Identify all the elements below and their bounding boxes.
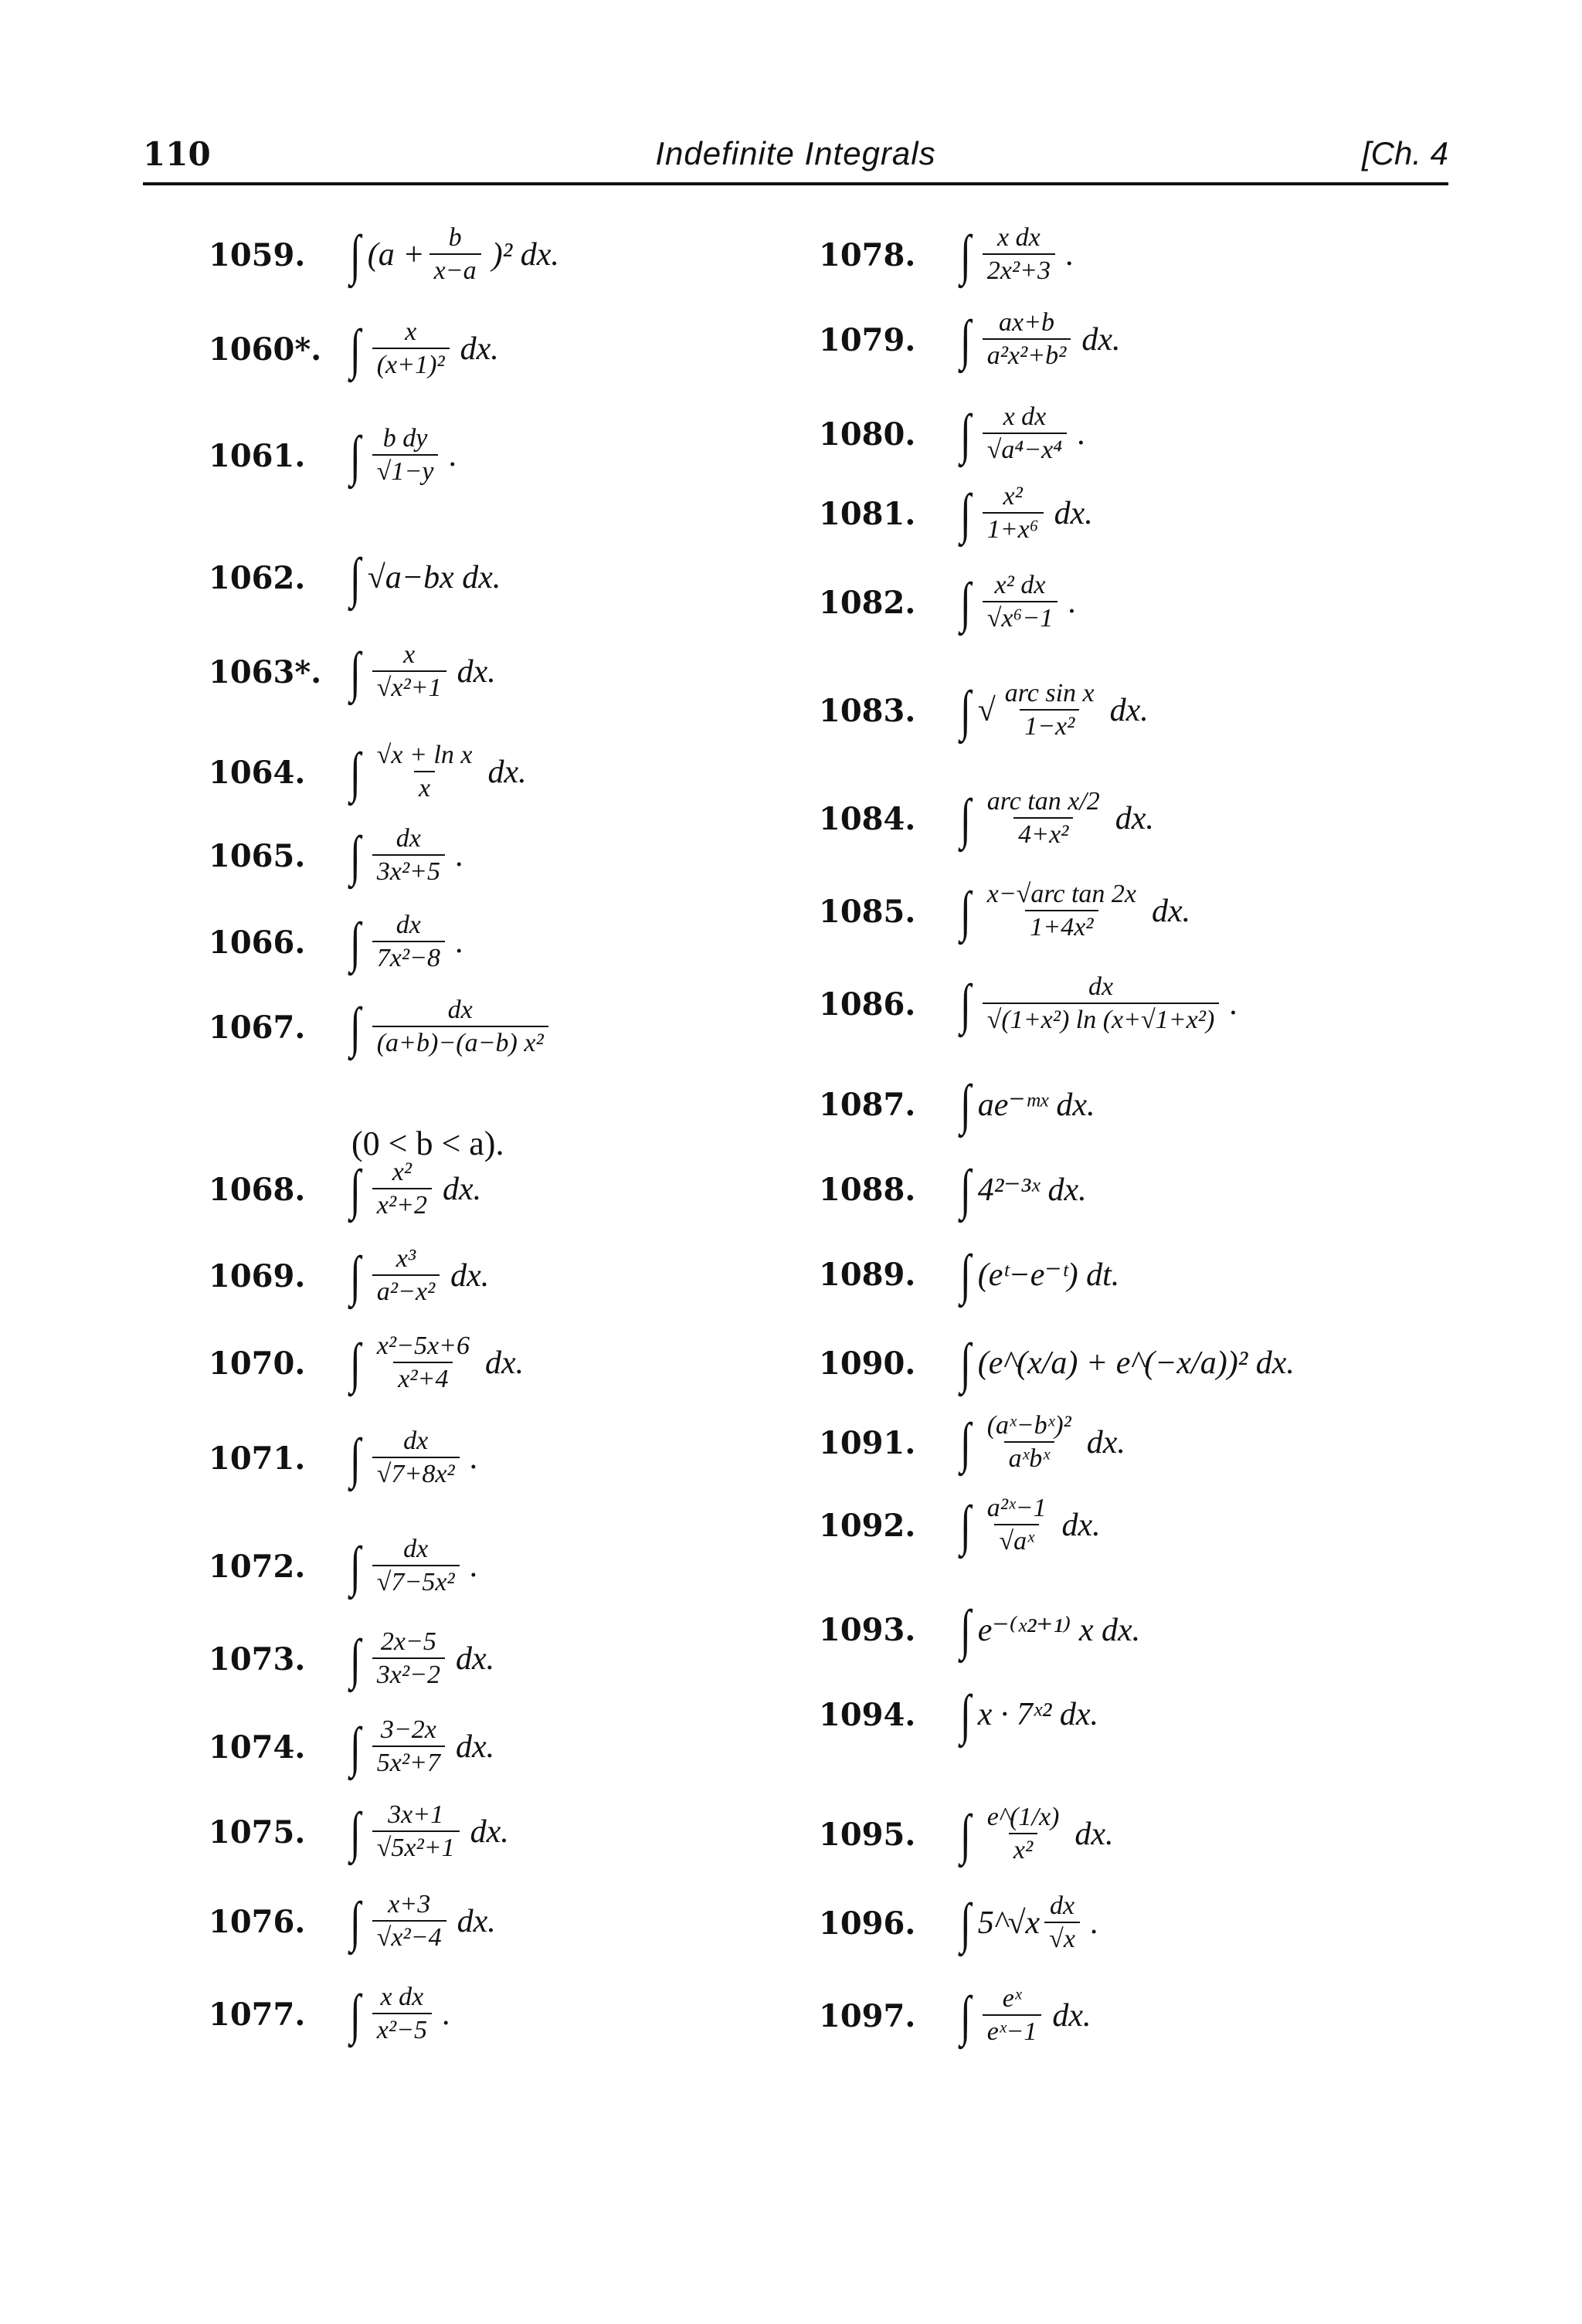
integral-expression [958, 1494, 1101, 1556]
problem-1097 [819, 1981, 1091, 2051]
integral-expression [958, 403, 1086, 464]
numerator: x³ [396, 1244, 416, 1274]
denominator: (x+1)² [372, 348, 450, 379]
integral-sign-icon: ∫ [349, 424, 361, 487]
denominator: x²−5 [372, 2013, 432, 2044]
numerator: x² dx [994, 571, 1046, 600]
numerator: x [405, 317, 417, 347]
problem-1095 [819, 1800, 1114, 1869]
problem-1096 [819, 1888, 1098, 1958]
differential: )² dx. [491, 236, 559, 273]
problem-number: 1062. [209, 559, 306, 596]
integral-expression [958, 880, 1190, 941]
problem-number: 1097. [819, 1997, 916, 2034]
numerator: x [403, 640, 416, 670]
problem-number: 1092. [819, 1507, 916, 1544]
problem-number: 1075. [209, 1813, 306, 1851]
differential: dx. [1081, 321, 1121, 358]
denominator: 3x²−2 [372, 1657, 445, 1689]
integral-sign-icon: ∫ [959, 308, 971, 371]
fraction [372, 741, 477, 802]
problem-1075 [209, 1797, 509, 1867]
denominator: a²−x² [372, 1274, 440, 1306]
problem-1083 [819, 676, 1149, 745]
integral-expression [348, 1801, 509, 1862]
integral-sign-icon: ∫ [349, 1427, 361, 1489]
denominator: √(1+x²) ln (x+√1+x²) [983, 1003, 1220, 1034]
problem-1074 [209, 1712, 494, 1782]
integral-sign-icon: ∫ [349, 1332, 361, 1394]
numerator: 3−2x [380, 1715, 436, 1745]
fraction [372, 996, 548, 1057]
integral-sign-icon: ∫ [959, 679, 971, 741]
integral-expression [348, 425, 457, 486]
problem-number: 1070. [209, 1345, 306, 1382]
expression-text: (e^(x/a) + e^(−x/a))² dx. [977, 1345, 1295, 1381]
denominator: 5x²+7 [372, 1746, 445, 1777]
problem-number: 1087. [819, 1086, 916, 1123]
differential: . [470, 1548, 479, 1584]
problem-1059 [209, 220, 559, 290]
page-number: 110 [143, 135, 211, 173]
differential: . [455, 837, 464, 874]
integral-sign-icon: ∫ [959, 1243, 971, 1305]
numerator: x dx [1003, 402, 1047, 432]
integral-sign-icon: ∫ [959, 1332, 971, 1394]
integral-sign-icon: ∫ [349, 1244, 361, 1307]
integral-sign-icon: ∫ [959, 1599, 971, 1661]
differential: . [1090, 1905, 1099, 1941]
denominator: x²+2 [372, 1188, 432, 1220]
differential: dx. [485, 1345, 525, 1381]
problem-1087 [819, 1070, 1095, 1139]
integral-expression [348, 1245, 489, 1306]
expression-text: √ [977, 692, 996, 728]
problem-number: 1066. [209, 924, 306, 961]
problem-number: 1060*. [209, 331, 322, 368]
problem-number: 1095. [819, 1816, 916, 1853]
integral-expression [348, 1159, 481, 1220]
problem-number: 1076. [209, 1903, 306, 1940]
integral-sign-icon: ∫ [959, 1074, 971, 1135]
fraction [372, 1427, 460, 1488]
integral-expression [958, 1243, 1120, 1305]
numerator: (aˣ−bˣ)² [986, 1411, 1071, 1440]
integral-sign-icon: ∫ [349, 1158, 361, 1220]
integral-sign-icon: ∫ [349, 223, 361, 286]
fraction [983, 1494, 1051, 1556]
integral-sign-icon: ∫ [959, 223, 971, 286]
problem-number: 1094. [819, 1696, 916, 1733]
problem-1068 [209, 1155, 481, 1224]
problem-1080 [819, 399, 1086, 469]
numerator: x−√arc tan 2x [986, 880, 1137, 909]
problem-1063 [209, 637, 496, 707]
integral-expression [958, 572, 1077, 633]
problem-number: 1074. [209, 1729, 306, 1766]
fraction [372, 318, 450, 379]
differential: dx. [1152, 893, 1191, 929]
integral-expression [958, 309, 1121, 370]
problem-number: 1080. [819, 416, 916, 453]
numerator: b [448, 223, 462, 253]
problem-1085 [819, 877, 1190, 946]
problem-number: 1081. [819, 495, 916, 532]
fraction [983, 403, 1067, 464]
integral-expression [348, 1983, 450, 2044]
integral-sign-icon: ∫ [959, 1803, 971, 1865]
differential: dx. [487, 754, 527, 790]
fraction [983, 224, 1055, 285]
integral-sign-icon: ∫ [959, 1684, 971, 1746]
expression-text: e⁻⁽ˣ²⁺¹⁾ x dx. [977, 1613, 1141, 1648]
denominator: √1−y [372, 454, 439, 486]
problem-1079 [819, 305, 1121, 375]
problem-1076 [209, 1887, 496, 1956]
integral-sign-icon: ∫ [959, 1494, 971, 1556]
denominator: 1+x⁶ [983, 512, 1044, 544]
integral-sign-icon: ∫ [349, 1715, 361, 1778]
problem-1067 [209, 992, 553, 1062]
fraction [372, 1801, 460, 1862]
integral-expression [958, 1985, 1091, 2046]
integral-sign-icon: ∫ [349, 824, 361, 887]
expression-text: (a + [367, 236, 425, 273]
numerator: dx [1088, 972, 1114, 1002]
differential: dx. [1061, 1507, 1101, 1543]
expression-text: 5^√x [977, 1905, 1041, 1941]
integral-sign-icon: ∫ [959, 1159, 971, 1220]
page-header [143, 135, 1448, 182]
numerator: arc sin x [1004, 679, 1095, 708]
integral-expression [348, 641, 496, 702]
integral-sign-icon: ∫ [959, 880, 971, 942]
fraction [372, 1891, 446, 1952]
integral-expression [958, 1599, 1141, 1661]
denominator: x−a [429, 253, 481, 285]
fraction [983, 788, 1105, 849]
differential: . [1068, 584, 1077, 620]
problem-1071 [209, 1423, 478, 1493]
integral-sign-icon: ∫ [349, 547, 361, 609]
numerator: dx [403, 1427, 429, 1456]
fraction [983, 1412, 1076, 1473]
differential: dx. [1052, 1997, 1091, 2034]
problem-1093 [819, 1595, 1140, 1664]
differential: dx. [1109, 692, 1149, 728]
integral-expression [348, 1891, 496, 1952]
condition-1067: (0 < b < a). [351, 1125, 504, 1162]
problem-number: 1064. [209, 754, 306, 791]
problem-1090 [819, 1328, 1295, 1398]
integral-expression [348, 911, 463, 972]
problem-number: 1061. [209, 437, 306, 474]
integral-sign-icon: ∫ [349, 996, 361, 1058]
integral-expression [348, 224, 559, 285]
denominator: 4+x² [1013, 817, 1073, 849]
problem-number: 1067. [209, 1009, 306, 1046]
denominator: 7x²−8 [372, 941, 445, 972]
expression-text: ae⁻ᵐˣ dx. [977, 1087, 1095, 1123]
numerator: dx [403, 1535, 429, 1564]
fraction [983, 1803, 1064, 1864]
problem-1066 [209, 908, 463, 977]
numerator: dx [396, 824, 421, 853]
expression-text: x · 7ˣ² dx. [977, 1697, 1098, 1732]
integral-expression [348, 741, 527, 802]
problem-1081 [819, 479, 1093, 548]
problem-1091 [819, 1408, 1125, 1478]
problem-number: 1086. [819, 986, 916, 1023]
problem-number: 1082. [819, 584, 916, 621]
problem-number: 1072. [209, 1548, 306, 1585]
numerator: x+3 [388, 1890, 431, 1919]
numerator: 2x−5 [380, 1627, 436, 1657]
integral-expression [958, 1892, 1098, 1953]
fraction [983, 483, 1044, 544]
expression-text: √a−bx dx. [367, 560, 501, 595]
denominator: √x⁶−1 [983, 601, 1058, 633]
problem-1070 [209, 1328, 524, 1398]
problem-1064 [209, 738, 527, 807]
integral-expression [958, 1074, 1095, 1135]
problem-1077 [209, 1980, 450, 2049]
numerator: dx [447, 996, 473, 1025]
denominator: √x²+1 [372, 670, 446, 702]
fraction [983, 1985, 1042, 2046]
denominator: √x [1044, 1922, 1080, 1953]
differential: dx. [1115, 800, 1154, 836]
integral-expression [348, 1716, 494, 1777]
problem-number: 1096. [819, 1905, 916, 1942]
problem-1086 [819, 969, 1238, 1039]
denominator: 3x²+5 [372, 854, 445, 886]
differential: dx. [1086, 1424, 1125, 1461]
problem-1092 [819, 1491, 1101, 1560]
problem-number: 1088. [819, 1171, 916, 1208]
problem-1089 [819, 1240, 1119, 1309]
denominator: √5x²+1 [372, 1830, 460, 1862]
integral-sign-icon: ∫ [959, 402, 971, 465]
problem-number: 1085. [819, 893, 916, 930]
integral-expression [958, 1159, 1087, 1220]
denominator: x [414, 771, 435, 802]
integral-expression [348, 1332, 524, 1393]
problem-number: 1093. [819, 1611, 916, 1648]
denominator: √aˣ [994, 1524, 1038, 1556]
numerator: x²−5x+6 [376, 1332, 470, 1361]
fraction [372, 825, 445, 886]
differential: . [1065, 236, 1074, 273]
problem-number: 1068. [209, 1171, 306, 1208]
differential: . [1078, 416, 1086, 452]
integral-sign-icon: ∫ [349, 741, 361, 803]
running-title: Indefinite Integrals [655, 135, 936, 171]
numerator: b dy [382, 424, 428, 453]
numerator: arc tan x/2 [986, 787, 1100, 816]
problem-number: 1073. [209, 1640, 306, 1678]
problem-number: 1089. [819, 1256, 916, 1293]
problem-1069 [209, 1241, 489, 1311]
fraction [372, 641, 446, 702]
fraction [372, 1983, 432, 2044]
problem-number: 1079. [819, 321, 916, 358]
differential: dx. [1074, 1816, 1114, 1852]
problem-number: 1059. [209, 236, 306, 273]
integral-expression [348, 547, 501, 609]
fraction [1044, 1892, 1080, 1953]
fraction [372, 1332, 474, 1393]
numerator: a²ˣ−1 [986, 1494, 1047, 1523]
integral-expression [348, 318, 499, 379]
problem-number: 1071. [209, 1440, 306, 1477]
fraction [983, 880, 1141, 941]
numerator: e^(1/x) [986, 1803, 1060, 1832]
problem-1062 [209, 543, 501, 612]
integral-sign-icon: ∫ [959, 972, 971, 1035]
fraction [372, 1159, 432, 1220]
denominator: (a+b)−(a−b) x² [372, 1026, 548, 1057]
integral-sign-icon: ∫ [959, 571, 971, 633]
integral-expression [958, 224, 1074, 285]
differential: dx. [470, 1813, 509, 1850]
numerator: x dx [997, 223, 1041, 253]
denominator: a²x²+b² [983, 338, 1071, 370]
problem-1061 [209, 421, 457, 490]
numerator: x dx [380, 1983, 424, 2012]
differential: dx. [450, 1257, 490, 1294]
fraction [372, 425, 439, 486]
problem-number: 1090. [819, 1345, 916, 1382]
integral-sign-icon: ∫ [349, 1890, 361, 1952]
problem-1072 [209, 1532, 478, 1601]
integral-expression [958, 680, 1149, 741]
integral-sign-icon: ∫ [349, 1535, 361, 1597]
differential: dx. [442, 1171, 482, 1207]
denominator: √7−5x² [372, 1565, 460, 1596]
integral-sign-icon: ∫ [349, 317, 361, 380]
integral-sign-icon: ∫ [349, 1627, 361, 1690]
fraction [429, 224, 481, 285]
integral-expression [958, 788, 1154, 849]
integral-expression [348, 996, 553, 1057]
header-rule [143, 182, 1448, 185]
problem-1094 [819, 1680, 1098, 1749]
differential: . [455, 924, 464, 960]
problem-number: 1063*. [209, 653, 322, 690]
problem-1078 [819, 220, 1074, 290]
problem-1084 [819, 784, 1154, 853]
fraction [1000, 680, 1099, 741]
integral-sign-icon: ∫ [349, 1800, 361, 1863]
numerator: x² [1003, 482, 1023, 511]
integral-sign-icon: ∫ [959, 1411, 971, 1474]
denominator: 1+4x² [1025, 910, 1098, 941]
integral-sign-icon: ∫ [959, 1891, 971, 1954]
integral-expression [348, 1628, 494, 1689]
problem-number: 1065. [209, 837, 306, 874]
integral-expression [958, 1332, 1295, 1394]
differential: dx. [455, 1729, 495, 1765]
problem-1065 [209, 821, 463, 891]
chapter-label: [Ch. 4 [1361, 135, 1448, 171]
integral-expression [348, 1535, 478, 1596]
differential: dx. [455, 1640, 495, 1677]
fraction [983, 572, 1058, 633]
problem-number: 1083. [819, 692, 916, 729]
numerator: 3x+1 [388, 1800, 444, 1830]
fraction [372, 1716, 445, 1777]
denominator: 2x²+3 [983, 253, 1055, 285]
problem-1082 [819, 568, 1077, 637]
expression-text: 4²⁻³ˣ dx. [977, 1172, 1087, 1208]
denominator: x²+4 [393, 1362, 453, 1393]
differential: . [470, 1440, 479, 1476]
problem-1073 [209, 1624, 494, 1694]
numerator: dx [1049, 1891, 1075, 1921]
differential: dx. [457, 1903, 496, 1939]
integral-expression [958, 1412, 1125, 1473]
fraction [983, 309, 1071, 370]
fraction [372, 1628, 445, 1689]
fraction [372, 911, 445, 972]
denominator: aˣbˣ [1004, 1441, 1054, 1473]
differential: dx. [460, 331, 499, 367]
fraction [372, 1535, 460, 1596]
denominator: x² [1009, 1833, 1037, 1864]
integral-sign-icon: ∫ [959, 1984, 971, 2047]
integral-sign-icon: ∫ [349, 911, 361, 973]
differential: . [442, 1996, 451, 2032]
integral-expression [348, 1427, 478, 1488]
denominator: √7+8x² [372, 1457, 460, 1488]
problem-1060 [209, 314, 499, 384]
integral-expression [958, 1803, 1114, 1864]
integral-sign-icon: ∫ [349, 1983, 361, 2045]
problem-number: 1077. [209, 1996, 306, 2033]
integral-sign-icon: ∫ [349, 640, 361, 703]
integral-expression [958, 1684, 1098, 1746]
integral-expression [348, 825, 463, 886]
fraction [983, 973, 1220, 1034]
denominator: eˣ−1 [983, 2014, 1042, 2046]
denominator: √x²−4 [372, 1920, 446, 1952]
differential: . [449, 437, 457, 473]
denominator: 1−x² [1020, 709, 1079, 741]
integral-expression [958, 973, 1238, 1034]
denominator: √a⁴−x⁴ [983, 433, 1067, 464]
differential: dx. [457, 653, 496, 690]
numerator: eˣ [1002, 1984, 1022, 2014]
integral-expression [958, 483, 1093, 544]
numerator: √x + ln x [376, 741, 473, 770]
integral-sign-icon: ∫ [959, 482, 971, 545]
problem-number: 1091. [819, 1424, 916, 1461]
expression-text: (eᵗ−e⁻ᵗ) dt. [977, 1257, 1120, 1293]
problem-number: 1069. [209, 1257, 306, 1294]
problem-number: 1078. [819, 236, 916, 273]
differential: dx. [1054, 495, 1093, 531]
fraction [372, 1245, 440, 1306]
problem-1088 [819, 1155, 1087, 1224]
differential: . [1230, 986, 1238, 1022]
numerator: dx [396, 911, 421, 940]
integral-sign-icon: ∫ [959, 787, 971, 850]
numerator: x² [392, 1158, 412, 1187]
problem-number: 1084. [819, 800, 916, 837]
numerator: ax+b [999, 308, 1055, 338]
